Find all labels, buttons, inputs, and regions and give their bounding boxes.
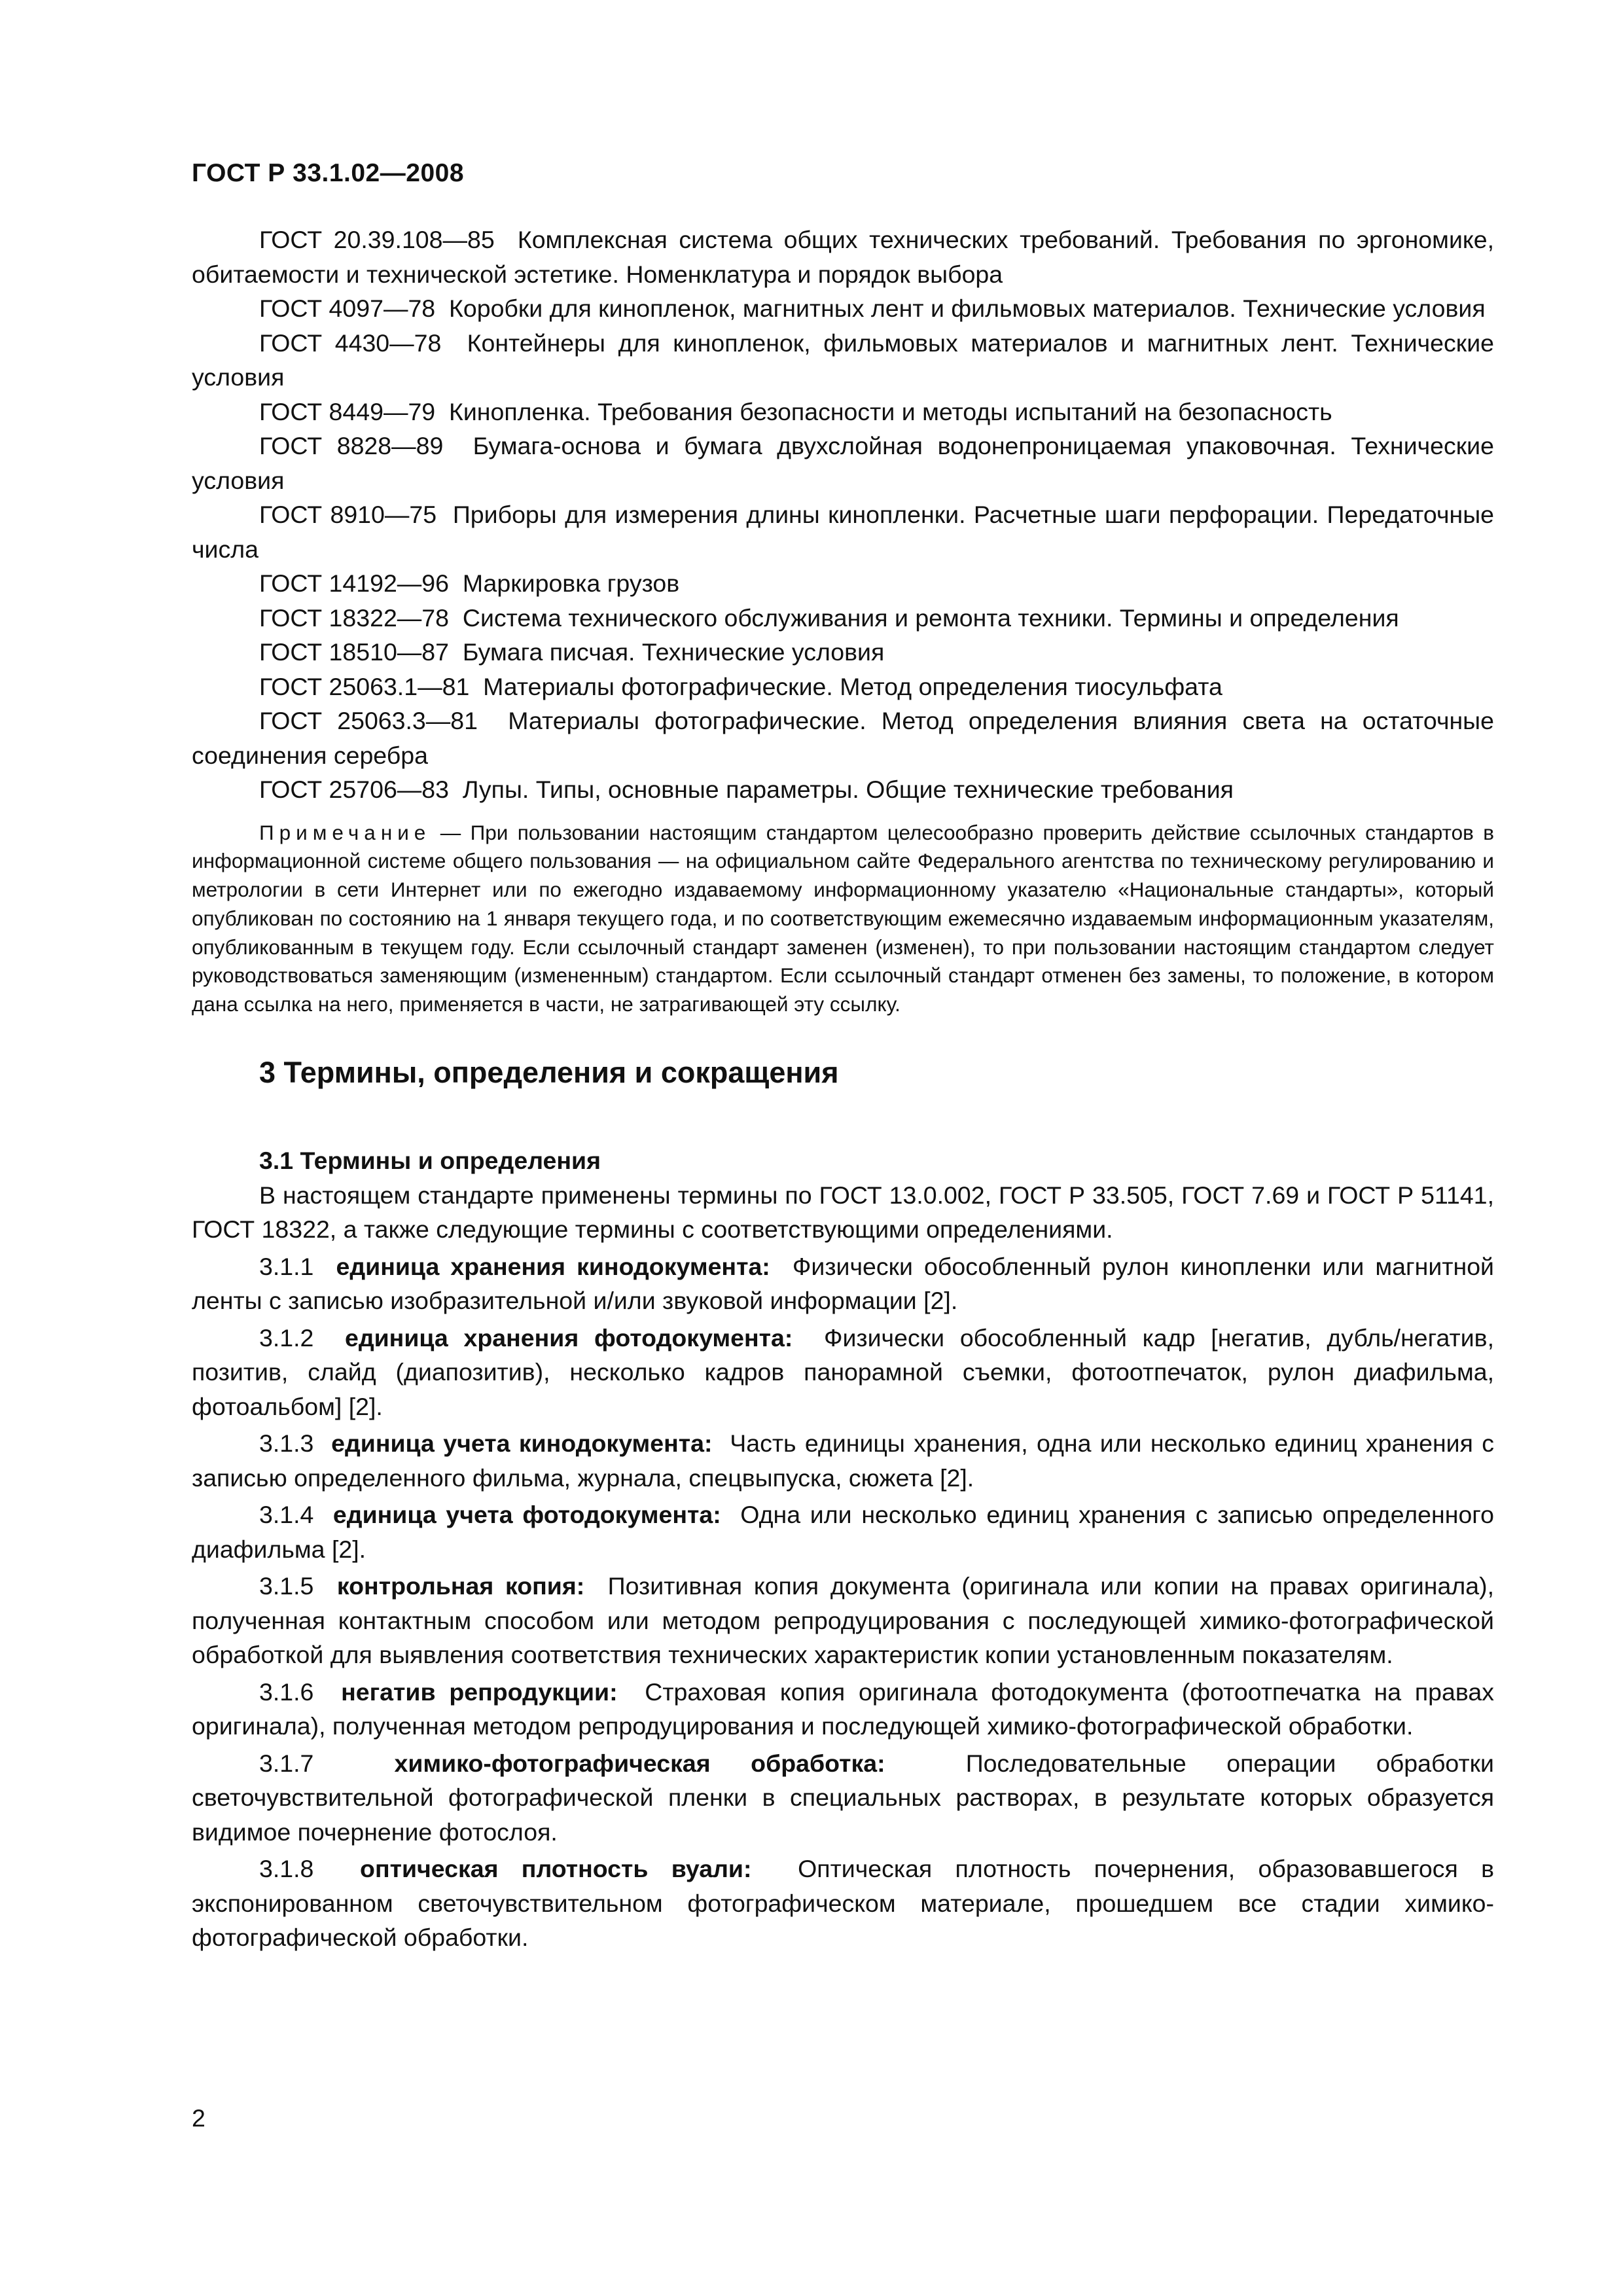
term-name: единица учета фотодокумента:	[332, 1501, 721, 1529]
reference-text: Приборы для измерения длины кинопленки. Расчетные шаги перфорации. Передаточные числа	[192, 501, 1495, 563]
reference-code: ГОСТ 8910—75	[259, 501, 437, 528]
term-definition	[192, 1498, 1494, 1566]
reference-text: Система технического обслуживания и ремонта техники. Термины и определения	[462, 603, 1399, 632]
term-text: Позитивная копия документа (оригинала или копии на правах оригинала), полученная контактным способом или методом репродуцирования с последующей химико-фотографической обработкой для выявления соответствия технических характеристик копии установленным показателям.	[192, 1572, 1494, 1669]
reference-code: ГОСТ 20.39.108—85	[259, 226, 495, 253]
document-header: ГОСТ Р 33.1.02—2008	[192, 159, 465, 187]
term-number: 3.1.8	[259, 1855, 314, 1883]
reference-item	[192, 772, 1494, 807]
section-title: 3 Термины, определения и сокращения	[259, 1056, 839, 1090]
term-definition	[192, 1426, 1494, 1495]
term-name: единица хранения кинодокумента:	[336, 1252, 770, 1280]
term-number: 3.1.6	[259, 1677, 314, 1706]
reference-code: ГОСТ 18322—78	[259, 603, 450, 632]
term-number: 3.1.3	[259, 1429, 314, 1458]
term-text: Последовательные операции обработки светочувствительной фотографической пленки в специальных растворах, в результате которых образуется видимое почернение фотослоя.	[192, 1749, 1494, 1846]
reference-code: ГОСТ 8449—79	[259, 397, 436, 425]
reference-item	[192, 566, 1494, 601]
reference-item	[192, 429, 1494, 497]
reference-text: Лупы. Типы, основные параметры. Общие технические требования	[462, 776, 1234, 803]
term-name: химико-фотографическая обработка:	[394, 1749, 885, 1777]
term-text: Часть единицы хранения, одна или несколько единиц хранения с записью определенного фильма, журнала, спецвыпуска, сюжета [2].	[192, 1429, 1495, 1492]
term-number: 3.1.7	[259, 1749, 314, 1777]
page-number: 2	[192, 2104, 205, 2132]
term-definition	[192, 1852, 1494, 1955]
reference-code: ГОСТ 14192—96	[259, 569, 450, 597]
term-definition	[192, 1675, 1494, 1744]
term-text: Одна или несколько единиц хранения с записью определенного диафильма [2].	[192, 1501, 1495, 1563]
note-text: — При пользовании настоящим стандартом целесообразно проверить действие ссылочных стандартов в информационной системе общего пользования — на официальном сайте Федерального агентства по техническому регулированию и метрологии в сети Интернет или по ежегодно издаваемому информационному указателю «Национальные стандарты», который опубликован по состоянию на 1 января текущего года, и по соответствующим ежемесячно издаваемым информационным указателям, опубликованным в текущем году. Если ссылочный стандарт заменен (изменен), то при пользовании настоящим стандартом следует руководствоваться заменяющим (измененным) стандартом. Если ссылочный стандарт отменен без замены, то положение, в котором дана ссылка на него, применяется в части, не затрагивающей эту ссылку.	[192, 820, 1494, 1016]
term-number: 3.1.5	[259, 1572, 314, 1600]
term-text: Страховая копия оригинала фотодокумента (фотоотпечатка на правах оригинала), полученная методом репродуцирования и последующей химико-фотографической обработки.	[192, 1677, 1494, 1740]
term-text: Оптическая плотность почернения, образовавшегося в экспонированном светочувствительном фотографическом материале, прошедшем все стадии химико-фотографической обработки.	[192, 1855, 1494, 1952]
subsection-title: 3.1 Термины и определения	[259, 1147, 601, 1175]
term-number: 3.1.1	[259, 1252, 314, 1280]
term-name: негатив репродукции:	[341, 1677, 618, 1706]
reference-item	[192, 395, 1494, 429]
reference-text: Бумага-основа и бумага двухслойная водонепроницаемая упаковочная. Технические условия	[192, 432, 1494, 494]
reference-item	[192, 601, 1494, 636]
reference-text: Бумага писчая. Технические условия	[462, 638, 885, 666]
reference-item	[192, 635, 1494, 670]
term-name: контрольная копия:	[336, 1572, 585, 1600]
term-definition	[192, 1569, 1494, 1672]
reference-code: ГОСТ 25063.1—81	[259, 672, 470, 700]
term-definition	[192, 1746, 1494, 1850]
term-definition	[192, 1249, 1494, 1318]
reference-text: Маркировка грузов	[462, 569, 680, 597]
reference-item	[192, 223, 1494, 291]
term-name: оптическая плотность вуали:	[360, 1855, 752, 1883]
reference-item	[192, 497, 1494, 566]
note-label: Примечание	[259, 820, 431, 844]
reference-text: Материалы фотографические. Метод определения влияния света на остаточные соединения серебра	[192, 707, 1494, 769]
reference-item	[192, 326, 1494, 395]
reference-text: Кинопленка. Требования безопасности и методы испытаний на безопасность	[449, 397, 1332, 425]
reference-code: ГОСТ 4430—78	[259, 329, 442, 357]
reference-code: ГОСТ 25706—83	[259, 776, 450, 803]
references-list	[192, 223, 1494, 807]
reference-text: Материалы фотографические. Метод определения тиосульфата	[483, 672, 1222, 700]
term-name: единица хранения фотодокумента:	[344, 1323, 793, 1352]
reference-code: ГОСТ 18510—87	[259, 638, 450, 666]
term-number: 3.1.2	[259, 1323, 314, 1352]
section-intro: В настоящем стандарте применены термины по ГОСТ 13.0.002, ГОСТ Р 33.505, ГОСТ 7.69 и ГОСТ Р 51141, ГОСТ 18322, а также следующие термины с соответствующими определениями.	[192, 1181, 1494, 1244]
term-number: 3.1.4	[259, 1501, 314, 1529]
document-body	[192, 223, 1494, 1955]
reference-text: Контейнеры для кинопленок, фильмовых материалов и магнитных лент. Технические условия	[192, 329, 1494, 391]
terms-list	[192, 1249, 1494, 1955]
reference-item	[192, 704, 1494, 772]
reference-code: ГОСТ 25063.3—81	[259, 707, 478, 734]
note-paragraph	[192, 819, 1494, 1020]
reference-item	[192, 670, 1494, 704]
reference-text: Комплексная система общих технических требований. Требования по эргономике, обитаемости и технической эстетике. Номенклатура и порядок выбора	[192, 226, 1494, 288]
reference-text: Коробки для кинопленок, магнитных лент и фильмовых материалов. Технические условия	[449, 295, 1486, 322]
reference-code: ГОСТ 4097—78	[259, 295, 436, 322]
reference-item	[192, 291, 1494, 326]
reference-code: ГОСТ 8828—89	[259, 432, 444, 459]
term-definition	[192, 1321, 1494, 1424]
term-name: единица учета кинодокумента:	[331, 1429, 713, 1458]
term-text: Физически обособленный кадр [негатив, дубль/негатив, позитив, слайд (диапозитив), несколько кадров панорамной съемки, фотоотпечаток, рулон диафильма, фотоальбом] [2].	[192, 1323, 1494, 1420]
term-text: Физически обособленный рулон кинопленки или магнитной ленты с записью изобразительной и/или звуковой информации [2].	[192, 1252, 1495, 1315]
